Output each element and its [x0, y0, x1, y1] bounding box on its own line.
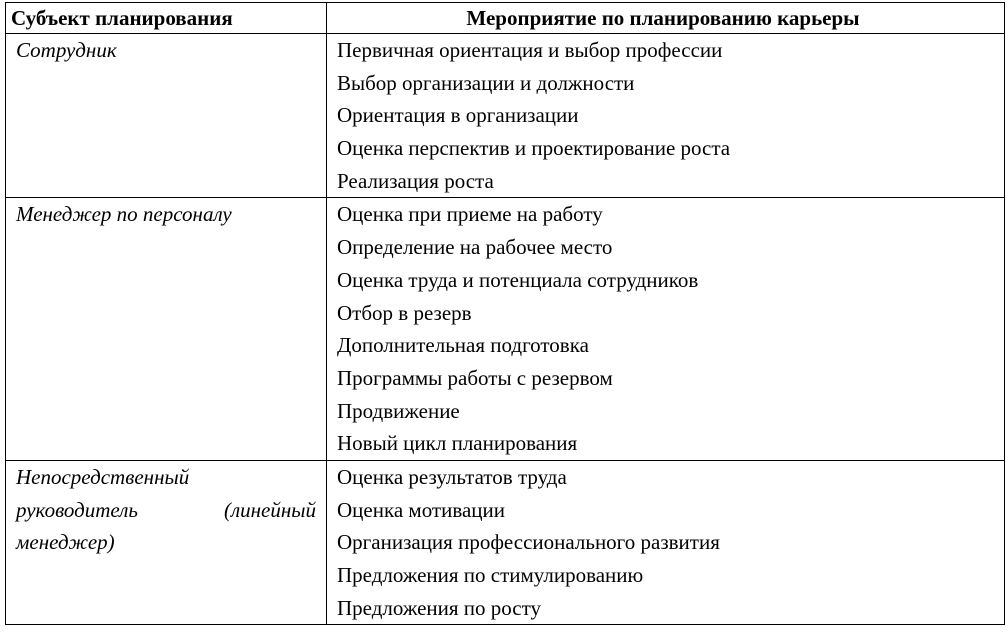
activity-item: Предложения по стимулированию — [337, 563, 644, 587]
subject-line: Менеджер по персоналу — [16, 202, 232, 227]
activity-item: Оценка труда и потенциала сотрудников — [337, 267, 699, 292]
header-activity: Мероприятие по планированию карьеры — [327, 3, 1005, 34]
activities-cell — [327, 460, 1005, 624]
activity-item: Дополнительная подготовка — [337, 333, 589, 358]
activity-item: Программы работы с резервом — [337, 365, 613, 390]
activity-item: Предложения по росту — [337, 595, 542, 620]
table-row — [6, 460, 1005, 624]
activity-item: Оценка при приеме на работу — [337, 202, 603, 227]
table-row — [6, 34, 1005, 198]
activity-item: Оценка результатов труда — [337, 464, 567, 489]
subject-cell — [6, 460, 327, 624]
activity-item: Новый цикл планирования — [337, 431, 578, 456]
activity-item: Оценка перспектив и проектирование роста — [337, 136, 731, 161]
subject-line: Сотрудник — [16, 38, 117, 62]
activities-cell — [327, 34, 1005, 198]
subject-line: Непосредственный — [16, 464, 190, 489]
activities-cell — [327, 198, 1005, 461]
activity-item: Отбор в резерв — [337, 300, 472, 325]
subject-line-justified — [16, 494, 316, 527]
activity-item: Определение на рабочее место — [337, 235, 613, 260]
activity-item: Реализация роста — [337, 168, 494, 193]
career-planning-table — [5, 2, 1005, 625]
activity-item: Ориентация в организации — [337, 103, 579, 128]
activity-item: Организация профессионального развития — [337, 530, 720, 555]
subject-word: руководитель — [16, 497, 138, 522]
subject-cell — [6, 198, 327, 461]
subject-word: (линейный — [223, 497, 316, 522]
table-row — [6, 198, 1005, 461]
header-subject: Субъект планирования — [6, 3, 327, 34]
activity-item: Продвижение — [337, 398, 460, 423]
activity-item: Первичная ориентация и выбор профессии — [337, 38, 723, 62]
subject-cell — [6, 34, 327, 198]
subject-line: менеджер) — [16, 530, 115, 555]
table-header-row — [6, 3, 1005, 34]
activity-item: Оценка мотивации — [337, 497, 506, 522]
activity-item: Выбор организации и должности — [337, 70, 635, 95]
